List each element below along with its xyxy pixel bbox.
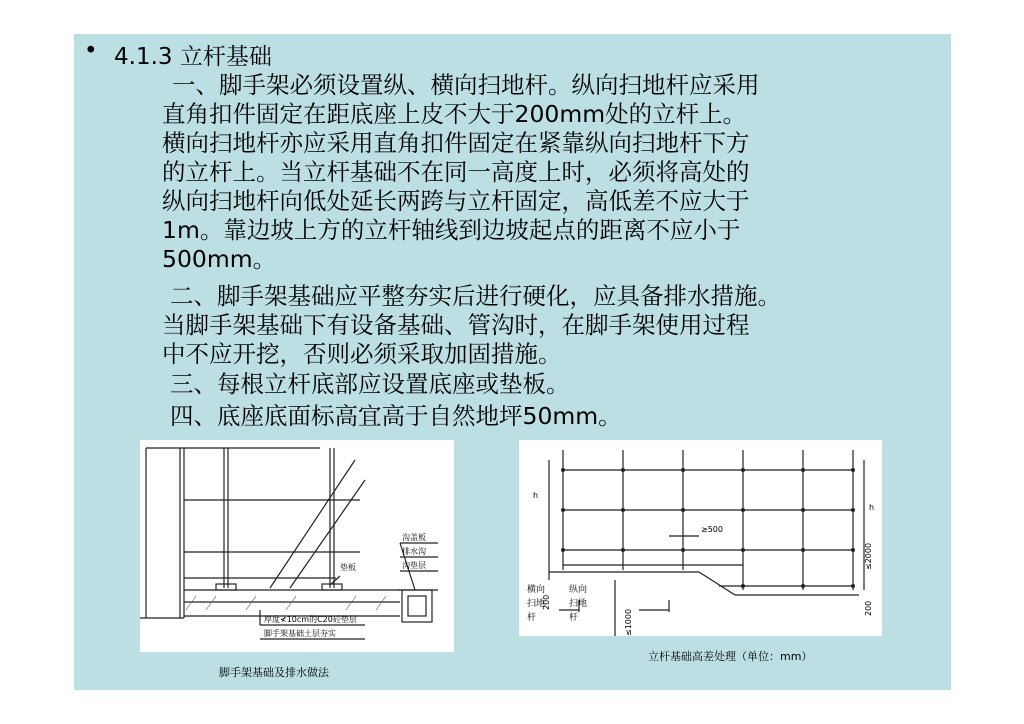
soil-label: 脚手架基础土层夯实 xyxy=(264,629,336,638)
left-figure-caption: 脚手架基础及排水做法 xyxy=(219,666,329,679)
pad-label: 垫板 xyxy=(340,563,356,572)
foundation-drainage-drawing xyxy=(140,440,454,652)
dim-500-label: ≥500 xyxy=(701,525,723,534)
transverse-sweep-label-line3: 杆 xyxy=(527,613,537,623)
ditch-cover-label: 沟盖板 xyxy=(402,533,426,542)
paragraph-line: 二、脚手架基础应平整夯实后进行硬化，应具备排水措施。 xyxy=(170,282,781,310)
paragraph-line: 中不应开挖，否则必须采取加固措施。 xyxy=(162,340,562,368)
ditch-cushion-label: 沟垫层 xyxy=(402,561,426,570)
paragraph-2 xyxy=(162,282,781,369)
longitudinal-sweep-label-line1: 纵向 xyxy=(569,585,588,595)
paragraph-line: 三、每根立杆底部应设置底座或垫板。 xyxy=(170,370,570,398)
bullet-icon: • xyxy=(84,38,98,64)
dim-200-left-label: 200 xyxy=(542,594,551,610)
transverse-sweep-label-line2: 扫地 xyxy=(527,599,546,609)
paragraph-line: 直角扣件固定在距底座上皮不大于200mm处的立杆上。 xyxy=(162,100,747,128)
section-heading xyxy=(84,38,272,71)
dim-1000-label: ≤1000 xyxy=(624,608,633,636)
paragraph-line: 纵向扫地杆向低处延长两跨与立杆固定，高低差不应大于 xyxy=(162,187,750,215)
longitudinal-sweep-label-line3: 杆 xyxy=(569,613,579,623)
paragraph-4 xyxy=(170,402,622,431)
transverse-sweep-label-line1: 横向 xyxy=(527,585,546,595)
paragraph-line: 1m。靠边坡上方的立杆轴线到边坡起点的距离不应小于 xyxy=(162,216,741,244)
section-title: 4.1.3 立杆基础 xyxy=(114,44,272,70)
paragraph-1 xyxy=(162,71,760,274)
paragraph-line: 四、底座底面标高宜高于自然地坪50mm。 xyxy=(170,402,622,430)
dim-h-right-label: h xyxy=(869,503,875,512)
right-figure-caption: 立杆基础高差处理（单位：mm） xyxy=(648,650,813,663)
paragraph-line: 横向扫地杆亦应采用直角扣件固定在紧靠纵向扫地杆下方 xyxy=(162,129,750,157)
height-difference-figure xyxy=(519,440,882,636)
dim-2000-label: ≤2000 xyxy=(864,542,873,570)
paragraph-line: 一、脚手架必须设置纵、横向扫地杆。纵向扫地杆应采用 xyxy=(172,71,760,99)
height-difference-drawing xyxy=(519,440,882,636)
paragraph-line: 当脚手架基础下有设备基础、管沟时，在脚手架使用过程 xyxy=(162,311,750,339)
paragraph-3 xyxy=(170,370,570,399)
paragraph-line: 的立杆上。当立杆基础不在同一高度上时，必须将高处的 xyxy=(162,158,750,186)
dim-h-top-label: h xyxy=(533,491,539,500)
foundation-drainage-figure xyxy=(140,440,454,652)
paragraph-line: 500mm。 xyxy=(162,245,277,273)
slide-content xyxy=(74,34,951,690)
drain-ditch-label: 排水沟 xyxy=(402,547,426,556)
concrete-label: 厚度≮10cm的C20砼垫层 xyxy=(264,615,357,624)
longitudinal-sweep-label-line2: 扫地 xyxy=(569,599,588,609)
dim-200-right-label: 200 xyxy=(864,600,873,616)
